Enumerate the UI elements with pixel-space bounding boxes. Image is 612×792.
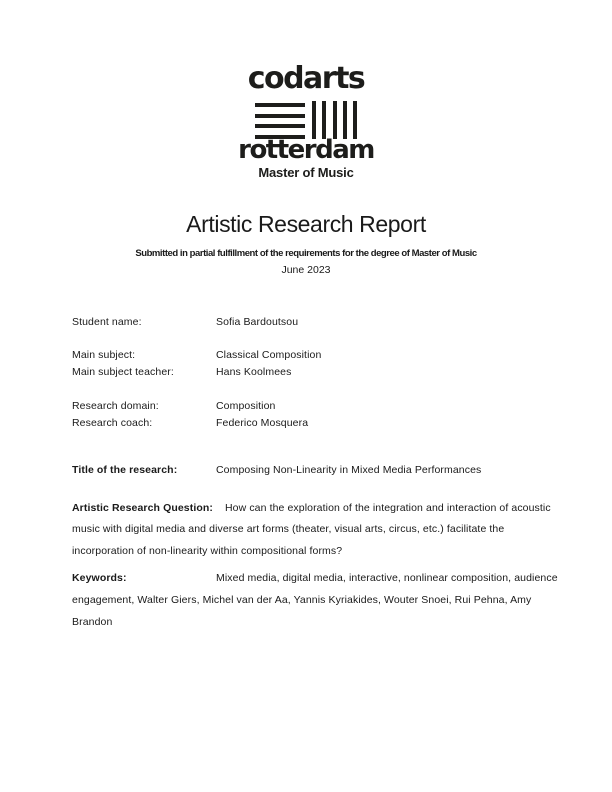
codarts-logo-city: rotterdam (238, 135, 374, 165)
research-question-text: How can the exploration of the integration and interaction of acoustic music with digital media and diverse art forms (theater, visual arts, circus, etc.) facilitate the incorporation of non-linearity within compositional forms? (72, 501, 551, 558)
keywords-label: Keywords: (72, 571, 127, 584)
main-subject-teacher-value: Hans Koolmees (216, 366, 292, 378)
codarts-logo-glyph (0, 101, 612, 139)
page-subtitle: Submitted in partial fulfillment of the requirements for the degree of Master of Music (135, 248, 477, 259)
student-name-label: Student name: (72, 316, 142, 328)
staff-lines-icon (255, 103, 305, 139)
info-row-research-domain (72, 400, 564, 413)
page-title: Artistic Research Report (186, 211, 426, 237)
info-row-research-coach (72, 417, 564, 430)
bar-lines-icon (312, 101, 357, 139)
keywords-text: Mixed media, digital media, interactive, nonlinear composition, audience engagement, Walter Giers, Michel van der Aa, Yannis Kyriakides, Wouter Snoei, Rui Pehna, Amy Brandon (72, 571, 558, 628)
main-subject-label: Main subject: (72, 349, 136, 361)
main-subject-value: Classical Composition (216, 349, 322, 361)
research-domain-value: Composition (216, 400, 276, 412)
research-domain-label: Research domain: (72, 400, 159, 412)
research-title-value: Composing Non-Linearity in Mixed Media Performances (216, 464, 482, 476)
codarts-logo-wordmark: codarts (247, 61, 365, 96)
codarts-logo-glyph-inner (255, 101, 357, 139)
main-subject-teacher-label: Main subject teacher: (72, 366, 174, 378)
info-row-main-subject (72, 349, 564, 362)
logo-program-label: Master of Music (258, 165, 354, 180)
research-question-paragraph (72, 498, 562, 563)
info-row-research-title (72, 464, 564, 477)
research-title-label: Title of the research: (72, 464, 178, 476)
report-date: June 2023 (281, 264, 331, 276)
info-row-student-name (72, 316, 564, 329)
student-name-value: Sofia Bardoutsou (216, 316, 299, 328)
keywords-paragraph (72, 567, 562, 633)
research-question-label: Artistic Research Question: (72, 501, 213, 514)
info-row-main-subject-teacher (72, 366, 564, 379)
research-coach-value: Federico Mosquera (216, 417, 309, 429)
research-coach-label: Research coach: (72, 417, 153, 429)
